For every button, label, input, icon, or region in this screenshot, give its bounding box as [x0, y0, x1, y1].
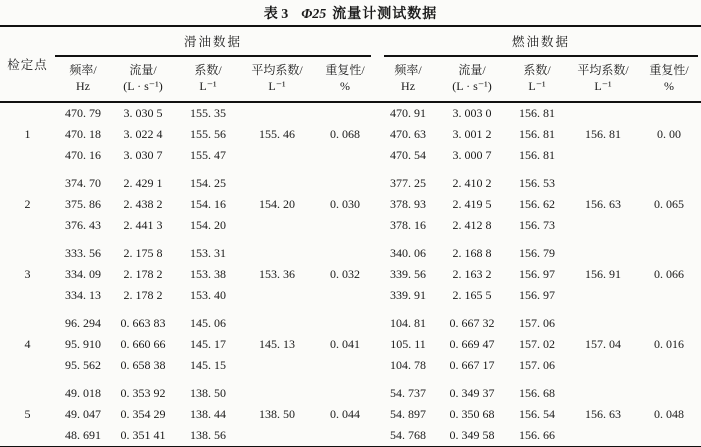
cell-fuel-flow: 3. 001 2: [452, 127, 492, 141]
header-oil-frequency: 频率/ Hz: [55, 57, 111, 102]
cell-fuel-repeatability: 0. 016: [654, 337, 685, 351]
group-gap: [0, 376, 701, 383]
header-fuel-coefficient: 系数/ L⁻¹: [505, 57, 569, 102]
cell-oil-avg-coefficient: 155. 46: [259, 127, 295, 141]
cell-fuel-flow: 0. 669 47: [449, 337, 495, 351]
cell-oil-frequency: 470. 16: [65, 148, 101, 162]
header-fuel-flow: 流量/ (L · s⁻¹): [439, 57, 505, 102]
cell-oil-coefficient: 138. 50: [190, 386, 226, 400]
cell-oil-flow: 3. 022 4: [123, 127, 163, 141]
cell-oil-avg-coefficient: 154. 20: [259, 197, 295, 211]
cell-fuel-repeatability: 0. 065: [654, 197, 685, 211]
cell-fuel-coefficient: 156. 54: [519, 407, 556, 421]
cell-fuel-flow: 3. 000 7: [452, 148, 492, 162]
header-oil-repeatability: 重复性/ %: [313, 57, 377, 102]
header-group-oil: [55, 26, 377, 57]
cell-fuel-avg-coefficient: 156. 63: [585, 407, 622, 421]
cell-oil-flow: 0. 660 66: [120, 337, 166, 351]
cell-fuel-frequency: 105. 11: [390, 337, 426, 351]
cell-point: 2: [24, 197, 31, 211]
cell-fuel-avg-coefficient: 156. 81: [585, 127, 622, 141]
cell-fuel-frequency: 54. 897: [390, 407, 427, 421]
cell-fuel-frequency: 54. 768: [390, 428, 427, 442]
cell-fuel-flow: 0. 350 68: [449, 407, 495, 421]
cell-fuel-repeatability: 0. 00: [657, 127, 682, 141]
cell-fuel-flow: 2. 410 2: [452, 176, 492, 190]
cell-oil-repeatability: 0. 068: [330, 127, 361, 141]
cell-fuel-frequency: 340. 06: [390, 246, 427, 260]
cell-oil-coefficient: 155. 56: [190, 127, 226, 141]
cell-oil-frequency: 48. 691: [65, 428, 101, 442]
cell-oil-coefficient: 145. 15: [190, 358, 226, 372]
group-gap: [0, 236, 701, 243]
cell-fuel-frequency: 339. 56: [390, 267, 427, 281]
cell-fuel-coefficient: 156. 81: [519, 148, 556, 162]
cell-fuel-frequency: 378. 93: [390, 197, 427, 211]
header-oil-coefficient: 系数/ L⁻¹: [175, 57, 241, 102]
group-gap: [0, 306, 701, 313]
header-group-oil-label: 滑油数据: [55, 27, 371, 57]
cell-fuel-avg-coefficient: 156. 63: [585, 197, 622, 211]
cell-fuel-coefficient: 156. 62: [519, 197, 556, 211]
cell-oil-coefficient: 155. 47: [190, 148, 226, 162]
cell-fuel-coefficient: 156. 53: [519, 176, 556, 190]
cell-fuel-flow: 3. 003 0: [452, 106, 492, 120]
cell-fuel-coefficient: 156. 73: [519, 218, 556, 232]
table-row: [0, 383, 701, 404]
cell-fuel-avg-coefficient: 157. 04: [585, 337, 622, 351]
header-fuel-repeatability: 重复性/ %: [637, 57, 701, 102]
cell-oil-flow: 2. 438 2: [123, 197, 163, 211]
cell-fuel-frequency: 378. 16: [390, 218, 427, 232]
cell-oil-coefficient: 153. 38: [190, 267, 226, 281]
cell-oil-frequency: 333. 56: [65, 246, 101, 260]
cell-fuel-frequency: 470. 54: [390, 148, 427, 162]
header-fuel-avg-coefficient: 平均系数/ L⁻¹: [569, 57, 637, 102]
cell-oil-flow: 0. 353 92: [120, 386, 166, 400]
table-header: [0, 26, 701, 102]
cell-oil-coefficient: 154. 16: [190, 197, 226, 211]
cell-oil-flow: 3. 030 5: [123, 106, 163, 120]
cell-oil-coefficient: 153. 40: [190, 288, 226, 302]
cell-oil-coefficient: 153. 31: [190, 246, 226, 260]
cell-fuel-flow: 2. 168 8: [452, 246, 492, 260]
table-title-text: 流量计测试数据: [332, 7, 438, 22]
cell-oil-flow: 2. 175 8: [123, 246, 163, 260]
cell-point: 1: [24, 127, 31, 141]
header-oil-flow: 流量/ (L · s⁻¹): [111, 57, 175, 102]
cell-oil-flow: 2. 178 2: [123, 267, 163, 281]
cell-oil-frequency: 470. 79: [65, 106, 101, 120]
cell-oil-frequency: 49. 018: [65, 386, 101, 400]
table-row: [0, 102, 701, 124]
cell-oil-flow: 0. 351 41: [120, 428, 166, 442]
cell-point: 4: [24, 337, 31, 351]
cell-oil-frequency: 334. 13: [65, 288, 101, 302]
cell-oil-frequency: 49. 047: [65, 407, 101, 421]
point-group-3: [0, 243, 701, 306]
point-group-2: [0, 173, 701, 236]
cell-fuel-flow: 2. 412 8: [452, 218, 492, 232]
cell-fuel-coefficient: 157. 06: [519, 358, 556, 372]
point-group-4: [0, 313, 701, 376]
cell-oil-coefficient: 155. 35: [190, 106, 226, 120]
cell-fuel-frequency: 104. 78: [390, 358, 427, 372]
cell-fuel-coefficient: 156. 97: [519, 288, 556, 302]
cell-fuel-repeatability: 0. 066: [654, 267, 685, 281]
cell-fuel-flow: 0. 349 58: [449, 428, 495, 442]
table-caption: [0, 0, 701, 25]
cell-oil-frequency: 95. 562: [65, 358, 101, 372]
header-point: 检定点: [0, 26, 55, 102]
cell-oil-repeatability: 0. 032: [330, 267, 361, 281]
cell-fuel-avg-coefficient: 156. 91: [585, 267, 622, 281]
cell-point: 3: [24, 267, 31, 281]
header-group-fuel-label: 燃油数据: [384, 27, 698, 57]
cell-fuel-coefficient: 157. 06: [519, 316, 556, 330]
table-row: [0, 313, 701, 334]
cell-fuel-frequency: 470. 63: [390, 127, 427, 141]
header-fuel-frequency: 频率/ Hz: [377, 57, 439, 102]
group-gap: [0, 166, 701, 173]
cell-oil-flow: 2. 441 3: [123, 218, 163, 232]
cell-fuel-frequency: 104. 81: [390, 316, 427, 330]
phi-diameter-label: Φ25: [301, 7, 327, 22]
cell-oil-frequency: 334. 09: [65, 267, 101, 281]
cell-oil-repeatability: 0. 044: [330, 407, 361, 421]
cell-fuel-flow: 0. 349 37: [449, 386, 495, 400]
table-number: 表 3: [263, 7, 289, 22]
cell-fuel-coefficient: 156. 81: [519, 127, 556, 141]
cell-fuel-frequency: 339. 91: [390, 288, 427, 302]
cell-oil-flow: 2. 178 2: [123, 288, 163, 302]
header-group-fuel: [377, 26, 701, 57]
cell-oil-coefficient: 138. 44: [190, 407, 226, 421]
cell-fuel-frequency: 54. 737: [390, 386, 427, 400]
cell-fuel-flow: 2. 165 5: [452, 288, 492, 302]
cell-oil-coefficient: 154. 20: [190, 218, 226, 232]
table-row: [0, 243, 701, 264]
cell-point: 5: [24, 407, 31, 421]
cell-oil-flow: 2. 429 1: [123, 176, 163, 190]
cell-oil-coefficient: 145. 17: [190, 337, 226, 351]
cell-fuel-flow: 2. 163 2: [452, 267, 492, 281]
cell-oil-avg-coefficient: 138. 50: [259, 407, 295, 421]
cell-oil-frequency: 95. 910: [65, 337, 101, 351]
cell-fuel-coefficient: 156. 97: [519, 267, 556, 281]
header-oil-avg-coefficient: 平均系数/ L⁻¹: [241, 57, 313, 102]
cell-oil-frequency: 375. 86: [65, 197, 101, 211]
cell-oil-frequency: 96. 294: [65, 316, 101, 330]
cell-oil-frequency: 470. 18: [65, 127, 101, 141]
cell-fuel-frequency: 377. 25: [390, 176, 427, 190]
cell-fuel-coefficient: 156. 79: [519, 246, 556, 260]
cell-oil-flow: 3. 030 7: [123, 148, 163, 162]
cell-oil-flow: 0. 663 83: [120, 316, 166, 330]
cell-fuel-coefficient: 156. 66: [519, 428, 556, 442]
table-row: [0, 173, 701, 194]
cell-oil-coefficient: 154. 25: [190, 176, 226, 190]
cell-fuel-frequency: 470. 91: [390, 106, 427, 120]
cell-oil-coefficient: 138. 56: [190, 428, 226, 442]
data-table: [0, 25, 701, 447]
group-header-row: [0, 26, 701, 57]
cell-oil-avg-coefficient: 153. 36: [259, 267, 295, 281]
cell-oil-coefficient: 145. 06: [190, 316, 226, 330]
cell-oil-avg-coefficient: 145. 13: [259, 337, 295, 351]
cell-fuel-flow: 2. 419 5: [452, 197, 492, 211]
point-group-5: [0, 383, 701, 447]
column-header-row: [0, 57, 701, 102]
cell-fuel-coefficient: 156. 68: [519, 386, 556, 400]
cell-oil-repeatability: 0. 041: [330, 337, 361, 351]
cell-oil-flow: 0. 354 29: [120, 407, 166, 421]
cell-oil-frequency: 376. 43: [65, 218, 101, 232]
cell-fuel-flow: 0. 667 17: [449, 358, 495, 372]
cell-oil-frequency: 374. 70: [65, 176, 101, 190]
cell-fuel-repeatability: 0. 048: [654, 407, 685, 421]
point-group-1: [0, 102, 701, 166]
cell-fuel-coefficient: 157. 02: [519, 337, 556, 351]
cell-oil-flow: 0. 658 38: [120, 358, 166, 372]
cell-fuel-coefficient: 156. 81: [519, 106, 556, 120]
cell-fuel-flow: 0. 667 32: [449, 316, 495, 330]
cell-oil-repeatability: 0. 030: [330, 197, 361, 211]
